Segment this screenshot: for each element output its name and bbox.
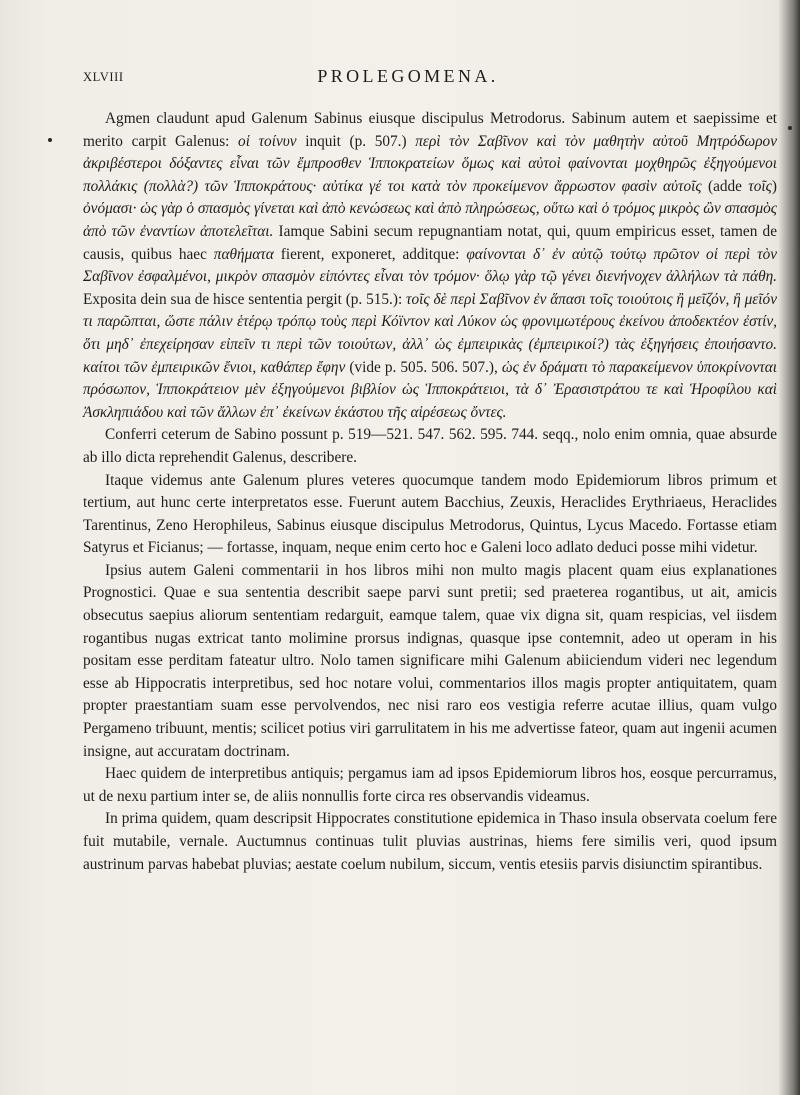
page-number: XLVIII	[83, 70, 124, 84]
latin-text: fierent, exponeret, additque:	[273, 245, 467, 263]
latin-text: Conferri ceterum de Sabino possunt p. 519—521. 547. 562. 595. 744. seqq., nolo enim omnia, quae absurde ab illo dicta reprehendit Galenus, describere.	[83, 426, 777, 466]
ink-speck	[48, 138, 52, 142]
latin-text: )	[771, 177, 777, 195]
body-text	[83, 108, 777, 876]
greek-quotation: παθήματα	[213, 245, 274, 263]
greek-quotation: οἱ τοίνυν	[238, 132, 297, 150]
greek-quotation: τοῖς	[748, 177, 772, 195]
paragraph	[83, 108, 777, 424]
paragraph	[83, 560, 777, 763]
latin-text: Iamque Sabini secum repugnantiam notat, qui, quum empiricus esset, tamen de causis, quibus haec	[83, 222, 778, 263]
running-title: PROLEGOMENA.	[317, 66, 499, 86]
latin-text: inquit (p. 507.)	[296, 132, 416, 150]
paragraph	[83, 808, 777, 876]
latin-text: Exposita dein sua de hisce sententia pergit (p. 515.):	[83, 290, 407, 308]
latin-text: Agmen claudunt apud Galenum Sabinus eiusque discipulus Metrodorus. Sabinum autem et saepissime et merito carpit Galenus:	[83, 110, 777, 150]
latin-text: Ipsius autem Galeni commentarii in hos libros mihi non multo magis placent quam eius explanationes Prognostici. Quae e sua sententia describit saepe parvi sunt pretii; sed praeterea rogantibus, ut ait, amicis obsecutus saepius aliorum sententiam redarguit, eamque talem, quae vix digna sit, quam respicias, vel iisdem rogantibus nugas extricat tanto molimine prorsus indignas, quasque ipse contemnit, adeo ut operam in his positam esse perditam fateatur ultro. Nolo tamen significare mihi Galenum abiiciendum videri nec legendum esse ab Hippocratis interpretibus, sed hoc notare volui, commentarios illos magis propter antiquitatem, quam propter praestantiam suam esse pervolvendos, nec nisi raro eos vestigia referre acutae illius, quam vulgo Pergameno tribuunt, mentis; scilicet potius viri garrulitatem in his me advertisse fateor, quam aut ingenii acumen insigne, aut accuratam doctrinam.	[83, 561, 777, 760]
ink-speck	[788, 126, 792, 130]
latin-text: (adde	[701, 177, 749, 195]
latin-text: (vide p. 505. 506. 507.),	[345, 358, 502, 376]
greek-quotation: τοῖς δὲ περὶ Σαβῖνον ἐν ἅπασι τοῖς τοιούτοις ἢ μεῖζόν, ἢ μεῖόν τι παρῶπται, ὥστε πάλιν ἑτέρῳ τρόπῳ τοὺς περὶ Κόϊντον καὶ Λύκον ὡς φρονιμωτέρους ἐκείνου ἀποδεκτέον ἐστίν, ὅτι μηδ᾿ ἐπεχείρησαν εἰπεῖν τι περὶ τῶν τοιούτων, ἀλλ᾿ ὡς ἐμπειρικὰς (ἐμπειρικοί?) τὰς ἐξηγήσεις ἐποιήσαντο. καίτοι τῶν ἐμπειρικῶν ἔνιοι, καθάπερ ἔφην	[83, 290, 777, 376]
paragraph	[83, 470, 777, 560]
latin-text: Haec quidem de interpretibus antiquis; pergamus iam ad ipsos Epidemiorum libros hos, eosque percurramus, ut de nexu partium inter se, de aliis nonnullis forte circa res observandis videamus.	[83, 765, 777, 805]
latin-text: In prima quidem, quam descripsit Hippocrates constitutione epidemica in Thaso insula observata coelum fere fuit mutabile, vernale. Auctumnus continuas tulit pluvias austrinas, hiems fere similis veri, quod ipsum austrinum parvas habebat pluvias; aestate coelum nubilum, siccum, ventis etesiis parvis disiunctim spirantibus.	[83, 810, 777, 873]
greek-quotation: φαίνονται δ᾿ ἐν αὐτῷ τούτῳ πρῶτον οἱ περὶ τὸν Σαβῖνον ἐσφαλμένοι, μικρὸν σπασμὸν εἰπόντες εἶναι τὸν τρόμον· ὅλῳ γὰρ τῷ γένει διενήνοχεν ἀλλήλων τὰ πάθη.	[83, 245, 778, 286]
binding-shadow	[778, 0, 800, 1095]
latin-text: Itaque videmus ante Galenum plures veteres quocumque tandem modo Epidemiorum libros primum et tertium, aut hunc certe interpretatos esse. Fuerunt autem Bacchius, Zeuxis, Heraclides Erythriaeus, Heraclides Tarentinus, Zeno Herophileus, Sabinus eiusque discipulus Metrodorus, Quintus, Lycus Macedo. Fortasse etiam Satyrus et Ficianus; — fortasse, inquam, neque enim certo hoc e Galeni loco adlato deduci posse mihi videtur.	[83, 471, 777, 557]
paragraph	[83, 424, 777, 469]
greek-quotation: ὡς ἐν δράματι τὸ παρακείμενον ὑποκρίνονται πρόσωπον, Ἱπποκράτειον μὲν ἐξηγούμενοι βιβλίον ὡς Ἱπποκράτειοι, τὰ δ᾿ Ἐρασιστράτου τε καὶ Ἡροφίλου καὶ Ἀσκληπιάδου καὶ τῶν ἄλλων ἐπ᾿ ἐκείνων ἑκάστου τῆς αἱρέσεως ὄντες.	[83, 358, 778, 421]
paragraph	[83, 763, 777, 808]
greek-quotation: ὀνόμασι· ὡς γὰρ ὁ σπασμὸς γίνεται καὶ ἀπὸ κενώσεως καὶ ἀπὸ πληρώσεως, οὕτω καὶ ὁ τρόμος μικρὸς ὢν σπασμὸς ἀπὸ τῶν ἐναντίων ἀποτελεῖται.	[83, 200, 777, 240]
page-header	[83, 66, 783, 88]
greek-quotation: περὶ τὸν Σαβῖνον καὶ τὸν μαθητὴν αὐτοῦ Μητρόδωρον ἀκριβέστεροι δόξαντες εἶναι τῶν ἔμπροσθεν Ἱπποκρατείων ὅμως καὶ αὐτοὶ φαίνονται μοχθηρῶς ἐξηγούμενοι πολλάκις (πολλὰ?) τῶν Ἱπποκράτους· αὐτίκα γέ τοι κατὰ τὸν προκείμενον ἄρρωστον φασὶν αὐτοῖς	[83, 132, 777, 195]
